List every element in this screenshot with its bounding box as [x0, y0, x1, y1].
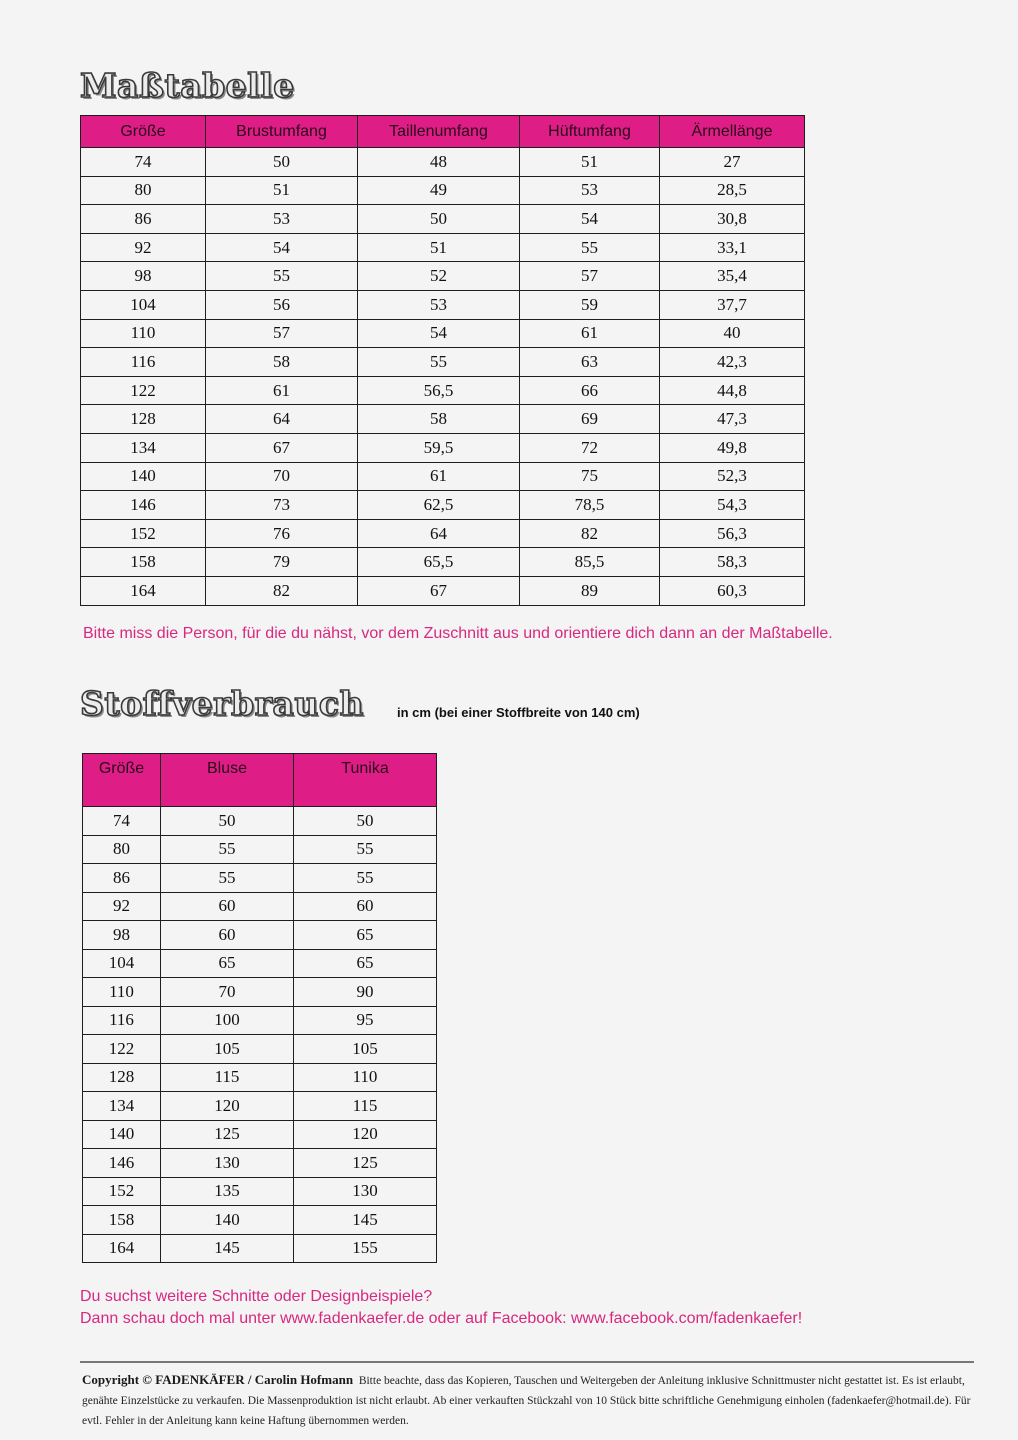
measurement-header-chest: Brustumfang: [206, 116, 358, 148]
measurement-cell: 57: [520, 262, 660, 291]
fabric-row: [83, 921, 437, 950]
fabric-row: [83, 1092, 437, 1121]
fabric-row: [83, 864, 437, 893]
fabric-cell: 65: [161, 949, 294, 978]
copyright-footer: [82, 1370, 974, 1431]
fabric-cell: 120: [294, 1120, 437, 1149]
fabric-cell: 115: [294, 1092, 437, 1121]
measurement-cell: 44,8: [660, 376, 805, 405]
fabric-cell: 95: [294, 1006, 437, 1035]
measurement-cell: 85,5: [520, 548, 660, 577]
measurement-row: [81, 148, 805, 177]
fabric-row: [83, 1120, 437, 1149]
measurement-header-size: Größe: [81, 116, 206, 148]
measurement-cell: 53: [358, 290, 520, 319]
fabric-header-size: Größe: [83, 754, 161, 807]
fabric-cell: 164: [83, 1234, 161, 1263]
fabric-row: [83, 978, 437, 1007]
fabric-cell: 134: [83, 1092, 161, 1121]
fabric-header-blouse: Bluse: [161, 754, 294, 807]
fabric-row: [83, 1234, 437, 1263]
measurement-cell: 104: [81, 290, 206, 319]
measurement-cell: 56: [206, 290, 358, 319]
footer-divider: [80, 1361, 974, 1363]
measurement-note: Bitte miss die Person, für die du nähst, vor dem Zuschnitt aus und orientiere dich dann an der Maßtabelle.: [83, 625, 833, 642]
measurement-cell: 49,8: [660, 433, 805, 462]
measurement-cell: 27: [660, 148, 805, 177]
measurement-cell: 116: [81, 348, 206, 377]
measurement-cell: 54: [358, 319, 520, 348]
measurement-row: [81, 405, 805, 434]
measurement-cell: 48: [358, 148, 520, 177]
measurement-cell: 69: [520, 405, 660, 434]
fabric-usage-subtitle: in cm (bei einer Stoffbreite von 140 cm): [397, 705, 640, 720]
fabric-cell: 60: [161, 892, 294, 921]
measurement-cell: 92: [81, 233, 206, 262]
measurement-cell: 53: [206, 205, 358, 234]
fabric-cell: 55: [294, 864, 437, 893]
measurement-cell: 89: [520, 576, 660, 605]
measurement-cell: 61: [358, 462, 520, 491]
copyright-notice: Bitte beachte, dass das Kopieren, Tauschen und Weitergeben der Anleitung inklusive Schnittmuster nicht gestattet ist. Es ist erlaubt, genähte Einzelstücke zu verkaufen. Die Massenproduktion ist nicht erlaubt. Ab einer verkauften Stückzahl von 10 Stück bitte schriftliche Genehmigung einholen (fadenkaefer@hotmail.de). Für evtl. Fehler in der Anleitung kann keine Haftung übernommen werden.: [82, 1375, 971, 1427]
measurement-row: [81, 548, 805, 577]
measurement-cell: 72: [520, 433, 660, 462]
measurement-row: [81, 491, 805, 520]
measurement-cell: 52,3: [660, 462, 805, 491]
fabric-cell: 122: [83, 1035, 161, 1064]
measurement-cell: 80: [81, 176, 206, 205]
measurement-cell: 52: [358, 262, 520, 291]
fabric-cell: 120: [161, 1092, 294, 1121]
measurement-cell: 49: [358, 176, 520, 205]
fabric-cell: 125: [161, 1120, 294, 1149]
measurement-cell: 33,1: [660, 233, 805, 262]
fabric-row: [83, 835, 437, 864]
measurement-cell: 62,5: [358, 491, 520, 520]
measurement-cell: 50: [206, 148, 358, 177]
fabric-cell: 105: [161, 1035, 294, 1064]
promo-text-line-1: Du suchst weitere Schnitte oder Designbeispiele?: [80, 1288, 433, 1305]
measurement-cell: 57: [206, 319, 358, 348]
measurement-cell: 79: [206, 548, 358, 577]
fabric-row: [83, 1063, 437, 1092]
fabric-cell: 128: [83, 1063, 161, 1092]
fabric-row: [83, 1177, 437, 1206]
measurement-row: [81, 262, 805, 291]
measurement-cell: 30,8: [660, 205, 805, 234]
fabric-cell: 55: [161, 835, 294, 864]
fabric-cell: 135: [161, 1177, 294, 1206]
measurement-cell: 50: [358, 205, 520, 234]
fabric-cell: 130: [161, 1149, 294, 1178]
measurement-cell: 64: [358, 519, 520, 548]
fabric-table-body: [83, 807, 437, 1263]
measurement-cell: 54: [520, 205, 660, 234]
fabric-cell: 130: [294, 1177, 437, 1206]
measurement-cell: 67: [358, 576, 520, 605]
measurement-cell: 128: [81, 405, 206, 434]
fabric-cell: 140: [83, 1120, 161, 1149]
measurement-cell: 164: [81, 576, 206, 605]
measurement-cell: 54: [206, 233, 358, 262]
measurement-cell: 74: [81, 148, 206, 177]
measurement-cell: 56,3: [660, 519, 805, 548]
measurement-cell: 110: [81, 319, 206, 348]
fabric-row: [83, 1035, 437, 1064]
measurement-cell: 86: [81, 205, 206, 234]
fabric-cell: 140: [161, 1206, 294, 1235]
measurement-cell: 42,3: [660, 348, 805, 377]
measurement-row: [81, 233, 805, 262]
measurement-cell: 55: [520, 233, 660, 262]
fabric-cell: 98: [83, 921, 161, 950]
fabric-cell: 55: [161, 864, 294, 893]
measurement-row: [81, 176, 805, 205]
measurement-row: [81, 576, 805, 605]
fabric-cell: 80: [83, 835, 161, 864]
measurement-header-waist: Taillenumfang: [358, 116, 520, 148]
measurement-cell: 55: [206, 262, 358, 291]
measurement-cell: 140: [81, 462, 206, 491]
fabric-cell: 116: [83, 1006, 161, 1035]
fabric-cell: 152: [83, 1177, 161, 1206]
measurement-cell: 58: [358, 405, 520, 434]
measurement-cell: 146: [81, 491, 206, 520]
measurement-row: [81, 290, 805, 319]
fabric-cell: 90: [294, 978, 437, 1007]
measurement-row: [81, 376, 805, 405]
fabric-cell: 65: [294, 921, 437, 950]
fabric-cell: 145: [294, 1206, 437, 1235]
measurement-cell: 65,5: [358, 548, 520, 577]
fabric-row: [83, 807, 437, 836]
measurement-cell: 67: [206, 433, 358, 462]
measurement-cell: 66: [520, 376, 660, 405]
fabric-header-row: [83, 754, 437, 807]
fabric-cell: 70: [161, 978, 294, 1007]
measurement-cell: 76: [206, 519, 358, 548]
measurement-cell: 53: [520, 176, 660, 205]
measurement-cell: 64: [206, 405, 358, 434]
fabric-row: [83, 1206, 437, 1235]
fabric-cell: 105: [294, 1035, 437, 1064]
measurement-cell: 59,5: [358, 433, 520, 462]
fabric-cell: 50: [161, 807, 294, 836]
measurement-cell: 122: [81, 376, 206, 405]
measurement-cell: 54,3: [660, 491, 805, 520]
promo-text-line-2: Dann schau doch mal unter www.fadenkaefer.de oder auf Facebook: www.facebook.com/fadenkaefer!: [80, 1310, 803, 1327]
fabric-cell: 104: [83, 949, 161, 978]
fabric-cell: 158: [83, 1206, 161, 1235]
measurement-cell: 98: [81, 262, 206, 291]
measurement-cell: 59: [520, 290, 660, 319]
fabric-row: [83, 1006, 437, 1035]
measurement-cell: 35,4: [660, 262, 805, 291]
fabric-cell: 125: [294, 1149, 437, 1178]
measurement-row: [81, 462, 805, 491]
fabric-cell: 86: [83, 864, 161, 893]
measurement-cell: 63: [520, 348, 660, 377]
measurement-cell: 82: [206, 576, 358, 605]
measurement-row: [81, 205, 805, 234]
fabric-row: [83, 949, 437, 978]
measurement-cell: 37,7: [660, 290, 805, 319]
fabric-cell: 146: [83, 1149, 161, 1178]
measurement-cell: 75: [520, 462, 660, 491]
measurement-row: [81, 519, 805, 548]
measurement-table-body: [81, 148, 805, 606]
measurement-cell: 28,5: [660, 176, 805, 205]
fabric-cell: 74: [83, 807, 161, 836]
fabric-cell: 115: [161, 1063, 294, 1092]
fabric-cell: 110: [83, 978, 161, 1007]
fabric-cell: 50: [294, 807, 437, 836]
measurement-table-title: Maßtabelle: [80, 66, 295, 105]
measurement-cell: 58,3: [660, 548, 805, 577]
fabric-cell: 65: [294, 949, 437, 978]
measurement-cell: 61: [206, 376, 358, 405]
measurement-cell: 134: [81, 433, 206, 462]
measurement-row: [81, 433, 805, 462]
fabric-usage-title: Stoffverbrauch: [80, 684, 364, 723]
measurement-cell: 51: [358, 233, 520, 262]
copyright-label: Copyright © FADENKÄFER / Carolin Hofmann: [82, 1372, 354, 1387]
measurement-cell: 40: [660, 319, 805, 348]
measurement-cell: 55: [358, 348, 520, 377]
measurement-cell: 60,3: [660, 576, 805, 605]
measurement-cell: 70: [206, 462, 358, 491]
fabric-usage-table: [82, 753, 437, 1263]
measurement-cell: 51: [520, 148, 660, 177]
measurement-cell: 73: [206, 491, 358, 520]
fabric-cell: 110: [294, 1063, 437, 1092]
measurement-header-row: [81, 116, 805, 148]
fabric-row: [83, 892, 437, 921]
measurement-cell: 152: [81, 519, 206, 548]
measurement-row: [81, 319, 805, 348]
fabric-header-tunic: Tunika: [294, 754, 437, 807]
fabric-cell: 100: [161, 1006, 294, 1035]
fabric-cell: 55: [294, 835, 437, 864]
fabric-row: [83, 1149, 437, 1178]
fabric-cell: 60: [161, 921, 294, 950]
measurement-cell: 158: [81, 548, 206, 577]
measurement-cell: 58: [206, 348, 358, 377]
measurement-header-sleeve: Ärmellänge: [660, 116, 805, 148]
measurement-header-hip: Hüftumfang: [520, 116, 660, 148]
fabric-cell: 60: [294, 892, 437, 921]
measurement-cell: 61: [520, 319, 660, 348]
fabric-cell: 145: [161, 1234, 294, 1263]
measurement-table: [80, 115, 805, 606]
fabric-cell: 155: [294, 1234, 437, 1263]
measurement-cell: 47,3: [660, 405, 805, 434]
measurement-cell: 82: [520, 519, 660, 548]
measurement-cell: 78,5: [520, 491, 660, 520]
measurement-cell: 56,5: [358, 376, 520, 405]
measurement-cell: 51: [206, 176, 358, 205]
fabric-cell: 92: [83, 892, 161, 921]
measurement-row: [81, 348, 805, 377]
